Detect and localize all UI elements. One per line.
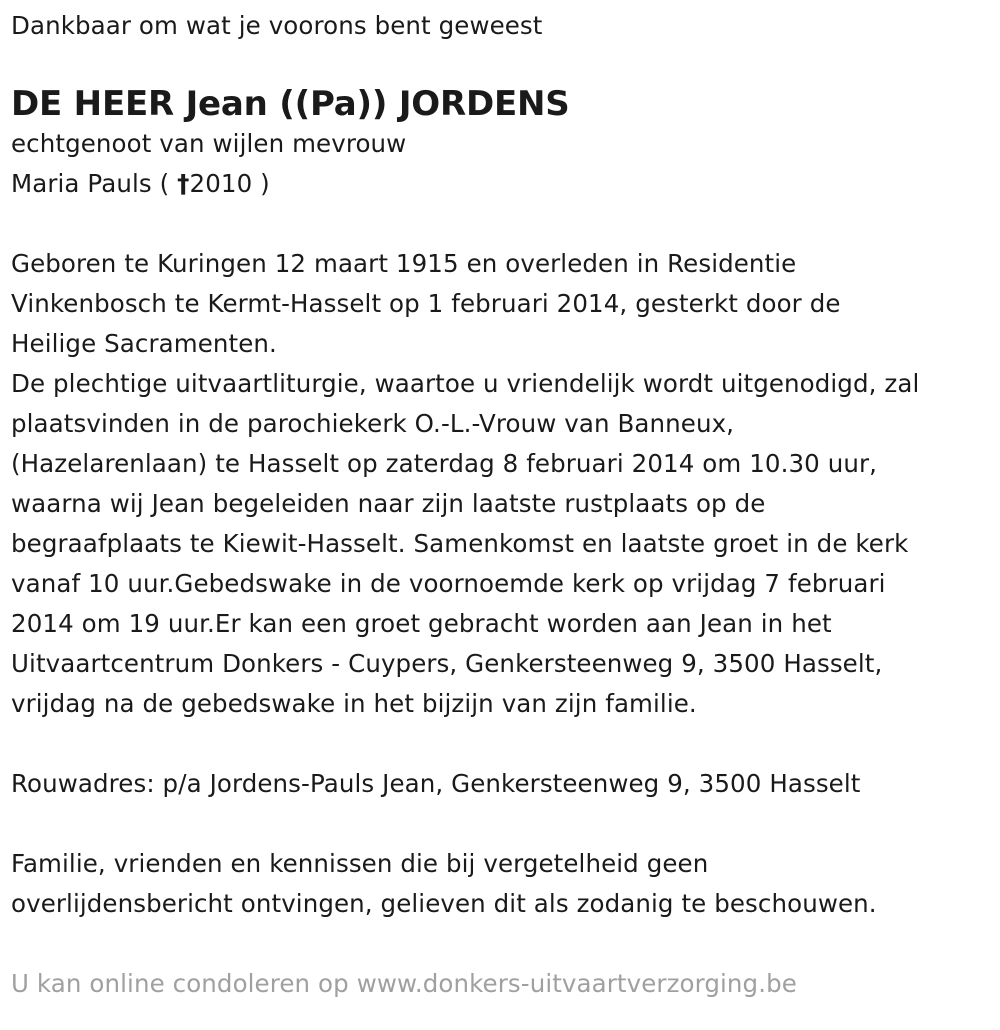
body-line: Vinkenbosch te Kermt-Hasselt op 1 februari 2014, gesterkt door de xyxy=(11,289,841,318)
body-line: Geboren te Kuringen 12 maart 1915 en overleden in Residentie xyxy=(11,249,797,278)
deceased-name: DE HEER Jean ((Pa)) JORDENS xyxy=(11,84,570,124)
body-line: (Hazelarenlaan) te Hasselt op zaterdag 8 februari 2014 om 10.30 uur, xyxy=(11,449,878,478)
obituary-body xyxy=(11,244,1000,724)
spouse-name-line xyxy=(11,164,1000,204)
body-line: Heilige Sacramenten. xyxy=(11,329,277,358)
condolence-text: U kan online condoleren op xyxy=(11,969,357,998)
body-line: Uitvaartcentrum Donkers - Cuypers, Genkersteenweg 9, 3500 Hasselt, xyxy=(11,649,883,678)
family-notice xyxy=(11,844,1000,924)
body-line: begraafplaats te Kiewit-Hasselt. Samenkomst en laatste groet in de kerk xyxy=(11,529,909,558)
body-line: plaatsvinden in de parochiekerk O.-L.-Vrouw van Banneux, xyxy=(11,409,735,438)
body-line: vanaf 10 uur.Gebedswake in de voornoemde kerk op vrijdag 7 februari xyxy=(11,569,886,598)
spouse-death-year: 2010 ) xyxy=(189,169,270,198)
body-line: vrijdag na de gebedswake in het bijzijn van zijn familie. xyxy=(11,689,697,718)
mourning-address xyxy=(11,764,1000,804)
condolence-url: www.donkers-uitvaartverzorging.be xyxy=(356,969,797,998)
body-line: De plechtige uitvaartliturgie, waartoe u vriendelijk wordt uitgenodigd, zal xyxy=(11,369,920,398)
mourning-address-text: Rouwadres: p/a Jordens-Pauls Jean, Genkersteenweg 9, 3500 Hasselt xyxy=(11,769,861,798)
family-notice-line: overlijdensbericht ontvingen, gelieven dit als zodanig te beschouwen. xyxy=(11,889,877,918)
cross-icon: † xyxy=(177,169,190,198)
spouse-name: Maria Pauls ( xyxy=(11,169,170,198)
body-line: waarna wij Jean begeleiden naar zijn laatste rustplaats op de xyxy=(11,489,766,518)
spouse-relation: echtgenoot van wijlen mevrouw xyxy=(11,129,407,158)
spouse-block xyxy=(11,124,1000,204)
body-line: 2014 om 19 uur.Er kan een groet gebracht worden aan Jean in het xyxy=(11,609,832,638)
intro-quote: Dankbaar om wat je voorons bent geweest xyxy=(11,11,543,40)
family-notice-line: Familie, vrienden en kennissen die bij vergetelheid geen xyxy=(11,849,709,878)
condolence-footer xyxy=(11,964,1000,1004)
